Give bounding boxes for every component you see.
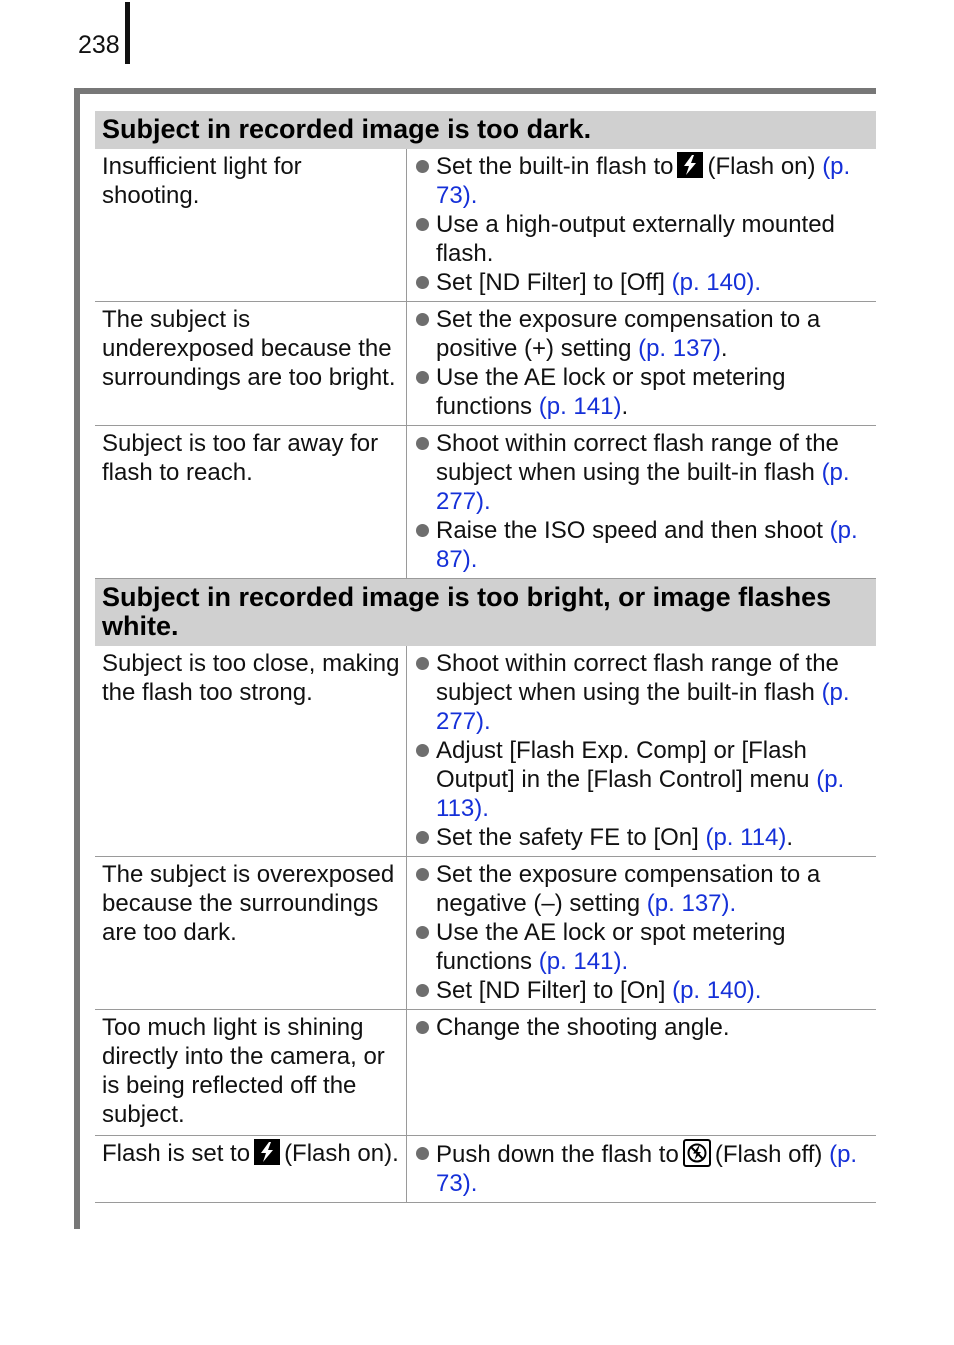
- cause-cell: Subject is too far away for flash to reach.: [95, 426, 407, 578]
- remedy-item: [415, 1139, 872, 1198]
- flash-on-icon: [254, 1139, 280, 1165]
- cause-cell: The subject is underexposed because the surroundings are too bright.: [95, 302, 407, 425]
- remedy-end-period: .: [621, 393, 629, 420]
- bullet-icon: [415, 516, 429, 574]
- page-link[interactable]: (p. 140): [672, 977, 755, 1004]
- cause-text: Flash is set to: [102, 1140, 251, 1167]
- remedy-text: Use the AE lock or spot metering functions: [436, 919, 786, 975]
- page-link[interactable]: (p. 277): [436, 459, 850, 515]
- remedy-cell: [407, 857, 876, 1009]
- troubleshooting-table: [95, 111, 876, 1203]
- page-link[interactable]: (p. 114): [705, 824, 787, 851]
- page-link[interactable]: (p. 140): [671, 269, 755, 296]
- flash-off-icon: [683, 1139, 711, 1167]
- remedy-text: Raise the ISO speed and then shoot: [436, 517, 823, 544]
- bullet-icon: [415, 152, 429, 210]
- page-link[interactable]: (p. 137): [646, 890, 730, 917]
- table-row: [95, 302, 876, 426]
- page-link[interactable]: (p. 137): [638, 335, 721, 362]
- table-row: [95, 646, 876, 857]
- remedy-end-period: .: [470, 1170, 478, 1197]
- bullet-icon: [415, 649, 429, 736]
- bullet-icon: [415, 429, 429, 516]
- remedy-cell: [407, 426, 876, 578]
- page-link[interactable]: (p. 73): [436, 153, 851, 209]
- remedy-end-period: .: [482, 795, 489, 822]
- bullet-icon: [415, 305, 429, 363]
- table-row: [95, 1136, 876, 1203]
- left-rule: [74, 88, 80, 1229]
- remedy-cell: [407, 302, 876, 425]
- remedy-text: Shoot within correct flash range of the subject when using the built-in flash: [436, 650, 839, 706]
- remedy-item: [415, 860, 872, 918]
- section-heading-too-dark: Subject in recorded image is too dark.: [95, 111, 876, 149]
- bullet-icon: [415, 860, 429, 918]
- remedy-item: [415, 976, 872, 1005]
- remedy-item: [415, 268, 872, 297]
- remedy-end-period: .: [729, 890, 737, 917]
- remedy-item: [415, 516, 872, 574]
- page-link[interactable]: (p. 73): [436, 1141, 858, 1197]
- remedy-item: [415, 649, 872, 736]
- section-heading-too-bright: Subject in recorded image is too bright, or image flashes white.: [95, 579, 876, 646]
- remedy-end-period: .: [786, 824, 794, 851]
- remedy-item: [415, 918, 872, 976]
- remedy-end-period: .: [754, 269, 762, 296]
- remedy-text: Set [ND Filter] to [On]: [436, 977, 666, 1004]
- bullet-icon: [415, 976, 429, 1005]
- table-row: [95, 857, 876, 1010]
- page-link[interactable]: (p. 277): [436, 679, 850, 735]
- remedy-item: [415, 305, 872, 363]
- remedy-item: [415, 823, 872, 852]
- table-row: [95, 149, 876, 302]
- remedy-end-period: .: [470, 182, 478, 209]
- cause-cell: Too much light is shining directly into the camera, or is being reflected off the subject.: [95, 1010, 407, 1135]
- page-number: 238: [78, 31, 120, 59]
- remedy-text-suffix: (Flash off): [714, 1141, 823, 1168]
- remedy-item: [415, 210, 872, 268]
- remedy-end-period: .: [754, 977, 762, 1004]
- remedy-text: Set the exposure compensation to a positive (+) setting: [436, 306, 821, 362]
- remedy-end-period: .: [484, 488, 491, 515]
- cause-cell: [95, 1136, 407, 1202]
- remedy-cell: [407, 1010, 876, 1135]
- page-link[interactable]: (p. 141): [538, 948, 622, 975]
- remedy-end-period: .: [720, 335, 728, 362]
- remedy-text-suffix: (Flash on): [707, 153, 816, 180]
- page-link[interactable]: (p. 113): [436, 766, 845, 822]
- remedy-text: Set the exposure compensation to a negative (–) setting: [436, 861, 821, 917]
- table-row: [95, 1010, 876, 1136]
- remedy-text: Adjust [Flash Exp. Comp] or [Flash Output] in the [Flash Control] menu: [436, 737, 810, 793]
- remedy-cell: [407, 1136, 876, 1202]
- top-rule: [74, 88, 876, 94]
- remedy-text: Set [ND Filter] to [Off]: [436, 269, 665, 296]
- remedy-text: Shoot within correct flash range of the subject when using the built-in flash: [436, 430, 839, 486]
- remedy-item: [415, 1013, 872, 1042]
- remedy-end-period: .: [470, 546, 478, 573]
- remedy-text: Use the AE lock or spot metering functions: [436, 364, 786, 420]
- remedy-text: Use a high-output externally mounted flash.: [436, 211, 835, 267]
- remedy-item: [415, 736, 872, 823]
- page-number-divider: [125, 2, 130, 64]
- cause-cell: The subject is overexposed because the surroundings are too dark.: [95, 857, 407, 1009]
- remedy-item: [415, 429, 872, 516]
- cause-text-suffix: (Flash on).: [284, 1140, 399, 1167]
- remedy-text: Set the safety FE to [On]: [436, 824, 699, 851]
- remedy-item: [415, 152, 872, 210]
- table-row: [95, 426, 876, 579]
- bullet-icon: [415, 1139, 429, 1198]
- remedy-cell: [407, 646, 876, 856]
- cause-cell: Insufficient light for shooting.: [95, 149, 407, 301]
- remedy-text: Set the built-in flash to: [436, 153, 674, 180]
- remedy-end-period: .: [621, 948, 629, 975]
- page-link[interactable]: (p. 141): [538, 393, 622, 420]
- remedy-item: [415, 363, 872, 421]
- bullet-icon: [415, 268, 429, 297]
- flash-on-icon: [677, 152, 703, 178]
- bullet-icon: [415, 823, 429, 852]
- remedy-end-period: .: [484, 708, 491, 735]
- bullet-icon: [415, 1013, 429, 1042]
- page-link[interactable]: (p. 87): [436, 517, 858, 573]
- bullet-icon: [415, 363, 429, 421]
- bullet-icon: [415, 736, 429, 823]
- remedy-text: Push down the flash to: [436, 1141, 679, 1168]
- remedy-text: Change the shooting angle.: [436, 1014, 730, 1041]
- remedy-cell: [407, 149, 876, 301]
- bullet-icon: [415, 210, 429, 268]
- bullet-icon: [415, 918, 429, 976]
- cause-cell: Subject is too close, making the flash too strong.: [95, 646, 407, 856]
